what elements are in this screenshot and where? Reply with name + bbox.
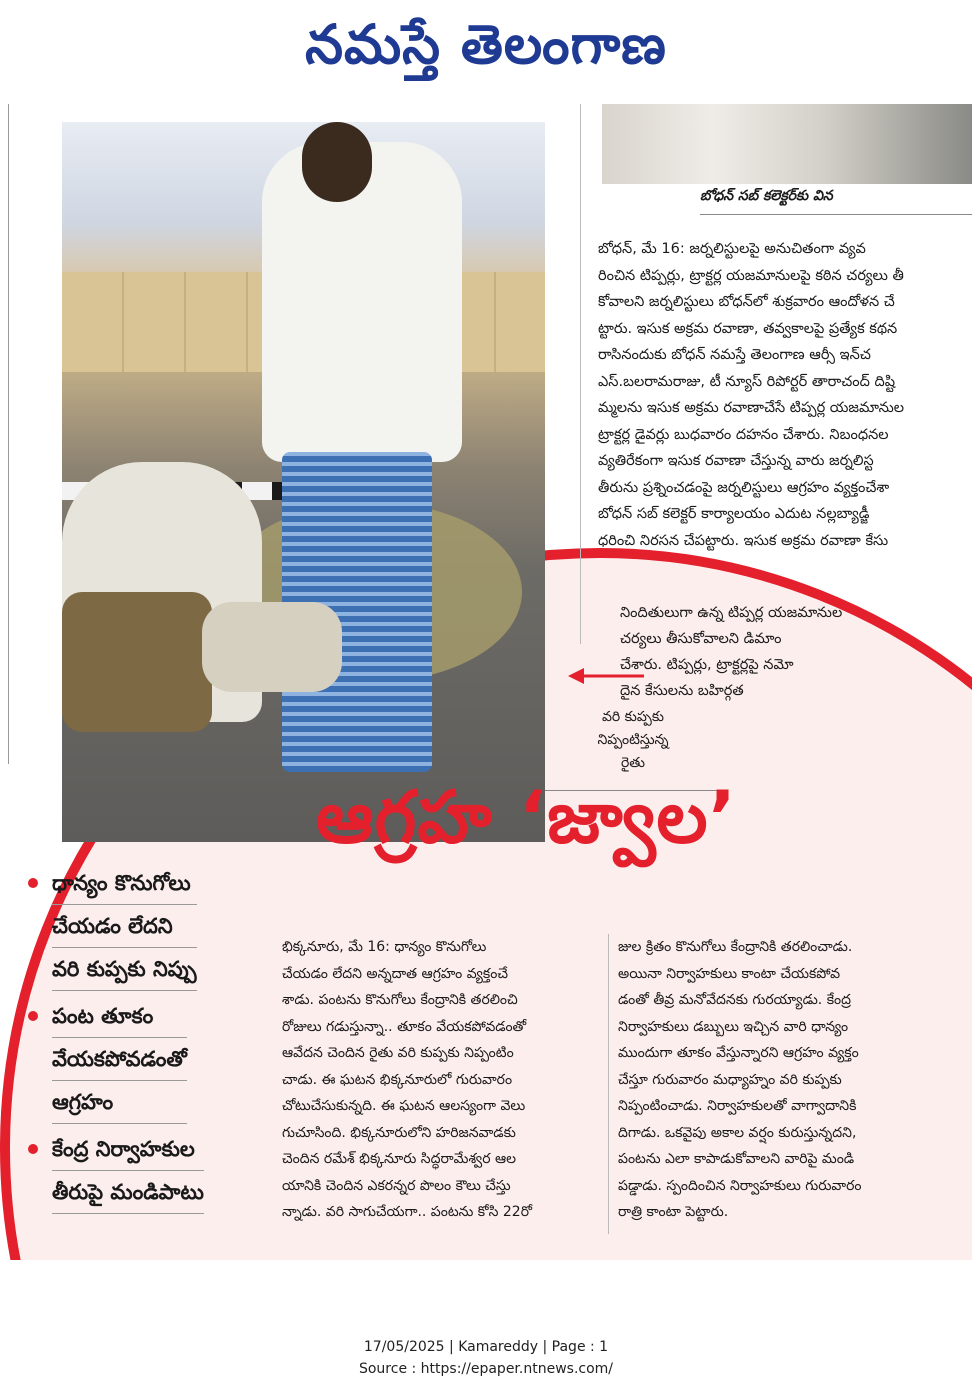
text-line: బోధన్, మే 16: జర్నలిస్టులపై అనుచితంగా వ్యవ [598, 241, 866, 257]
text-line: పడ్డాడు. స్పందించిన నిర్వాహకులు గురువారం [618, 1177, 862, 1194]
page-footer [0, 1336, 972, 1380]
text-line: ఎస్.బలరామరాజు, టీ న్యూస్ రిపోర్టర్ తారాచంద్ దిష్టి [598, 373, 896, 390]
text-line: చాడు. ఈ ఘటన భిక్కనూరులో గురువారం [282, 1071, 513, 1088]
text-line: తీరును ప్రశ్నించడంపై జర్నలిస్టులు ఆగ్రహం వ్యక్తంచేశా [598, 479, 890, 496]
text-line: రించిన టిప్పర్లు, ట్రాక్టర్ల యజమానులపై కఠిన చర్యలు తీ [598, 267, 904, 284]
text-line: యానికి చెందిన ఎకరన్నర పొలం కౌలు చేస్తు [282, 1177, 511, 1194]
bullet-text [52, 1128, 204, 1214]
headline: ఆగ్రహ ‘జ్వాల’ [316, 775, 737, 859]
main-photo [62, 122, 545, 842]
text-line: నిప్పంటిస్తున్న [597, 732, 669, 748]
bullet-line: పంట తూకం [52, 995, 187, 1038]
bullet-dot-icon [28, 1144, 38, 1154]
text-line: పంటను ఎలా కాపాడుకోవాలని వారిపై మండి [618, 1151, 855, 1167]
inset-photo [602, 104, 972, 184]
text-line: చేస్తూ గురువారం మధ్యాహ్నం వరి కుప్పకు [618, 1071, 842, 1088]
bullet-text [52, 995, 187, 1124]
text-line: ట్టారు. ఇసుక అక్రమ రవాణా, తవ్వకాలపై ప్రత్యేక కథన [598, 320, 898, 337]
bullet-line: వేయకపోవడంతో [52, 1038, 187, 1081]
text-line: రోజులు గడుస్తున్నా.. తూకం వేయకపోవడంతో [282, 1018, 527, 1035]
bullet-line: కేంద్ర నిర్వాహకుల [52, 1128, 204, 1171]
bullet-line: తీరుపై మండిపాటు [52, 1171, 204, 1214]
text-line: రైతు [620, 755, 646, 771]
text-line: ముందుగా తూకం వేస్తున్నారని ఆగ్రహం వ్యక్తం [618, 1045, 859, 1061]
photo-burning-sack [202, 602, 342, 692]
text-line: చేయడం లేదని అన్నదాత ఆగ్రహం వ్యక్తంచే [282, 965, 508, 982]
photo-standing-man-head [302, 122, 372, 202]
bullet-item [28, 862, 268, 991]
article-column-2 [618, 934, 936, 1226]
bullet-dot-icon [28, 1011, 38, 1021]
text-line: శాడు. పంటను కొనుగోలు కేంద్రానికి తరలించి [282, 992, 518, 1008]
text-line: చర్యలు తీసుకోవాలని డిమాం [620, 631, 782, 647]
text-line: ఆవేదన చెందిన రైతు వరి కుప్పకు నిప్పంటిం [282, 1045, 514, 1061]
newspaper-logo: నమస్తే తెలంగాణ [305, 12, 667, 76]
text-line: జుల క్రితం కొనుగోలు కేంద్రానికి తరలించాడు. [618, 939, 853, 955]
text-line: ధరించి నిరసన చేపట్టారు. ఇసుక అక్రమ రవాణా కేసు [598, 532, 889, 549]
text-line: బోధన్ సబ్ కలెక్టర్ కార్యాలయం ఎదుట నల్లబ్యాడ్జీ [598, 506, 870, 522]
text-line: కోవాలని జర్నలిస్టులు బోధన్‌లో శుక్రవారం ఆందోళన చే [598, 294, 895, 310]
photo-crouching-man-pants [62, 592, 212, 732]
middle-column-rule [580, 104, 581, 644]
bullet-line: వరి కుప్పకు నిప్పు [52, 948, 197, 991]
text-line: నిందితులుగా ఉన్న టిప్పర్ల యజమానుల [620, 605, 843, 621]
text-line: వరి కుప్పకు [601, 709, 665, 725]
bullet-line: చేయడం లేదని [52, 905, 197, 948]
bullet-item [28, 995, 268, 1124]
text-line: వ్యతిరేకంగా ఇసుక రవాణా చేస్తున్న వారు జర్నలిస్ట [598, 453, 874, 469]
bullet-line: ఆగ్రహం [52, 1081, 187, 1124]
article-bodhan [598, 236, 972, 554]
article-column-1 [282, 934, 602, 1226]
text-line: రాసినందుకు బోధన్ నమస్తే తెలంగాణ ఆర్సీ ఇన్‌చ [598, 347, 871, 363]
footer-source-line: Source : https://epaper.ntnews.com/ [358, 1361, 614, 1377]
footer-date-line: 17/05/2025 | Kamareddy | Page : 1 [363, 1339, 609, 1355]
bullet-text [52, 862, 197, 991]
text-line: నిర్వాహకులు డబ్బులు ఇచ్చిన వారి ధాన్యం [618, 1018, 849, 1035]
masthead [0, 0, 972, 100]
bullet-item [28, 1128, 268, 1214]
text-line: నిప్పంటించాడు. నిర్వాహకులతో వాగ్వాదానికి [618, 1098, 857, 1114]
highlight-bullets [28, 862, 268, 1218]
body-column-rule [608, 934, 609, 1234]
text-line: భిక్కనూరు, మే 16: ధాన్యం కొనుగోలు [282, 939, 487, 955]
article-bodhan-continued [620, 600, 972, 704]
text-line: మ్మలను ఇసుక అక్రమ రవాణాచేసే టిప్పర్ల యజమానుల [598, 400, 905, 416]
text-line: న్నాడు. వరి సాగుచేయగా.. పంటను కోసి 22రో [282, 1204, 532, 1220]
text-line: అయినా నిర్వాహకులు కాంటా చేయకపోవ [618, 965, 841, 982]
photo-caption [578, 706, 688, 775]
text-line: చోటుచేసుకున్నది. ఈ ఘటన ఆలస్యంగా వెలు [282, 1098, 526, 1114]
text-line: డంతో తీవ్ర మనోవేదనకు గురయ్యాడు. కేంద్ర [618, 992, 851, 1008]
text-line: గుచూసింది. భిక్కనూరులోని హరిజనవాడకు [282, 1124, 516, 1141]
text-line: చెందిన రమేశ్ భిక్కనూరు సిద్ధరామేశ్వర ఆల [282, 1151, 517, 1167]
text-line: చేశారు. టిప్పర్లు, ట్రాక్టర్లపై నమో [620, 657, 794, 673]
text-line: రాత్రి కాంటా పెట్టారు. [618, 1204, 729, 1220]
bullet-dot-icon [28, 878, 38, 888]
text-line: దిగాడు. ఒకవైపు అకాల వర్షం కురుస్తున్నదని, [618, 1124, 857, 1141]
inset-photo-caption: బోధన్ సబ్ కలెక్టర్‌కు విన [700, 188, 972, 215]
bullet-line: ధాన్యం కొనుగోలు [52, 862, 197, 905]
text-line: ట్రాక్టర్ల డైవర్లు బుధవారం దహనం చేశారు. నిబంధనల [598, 426, 889, 443]
text-line: దైన కేసులను బహిర్గత [620, 683, 744, 699]
